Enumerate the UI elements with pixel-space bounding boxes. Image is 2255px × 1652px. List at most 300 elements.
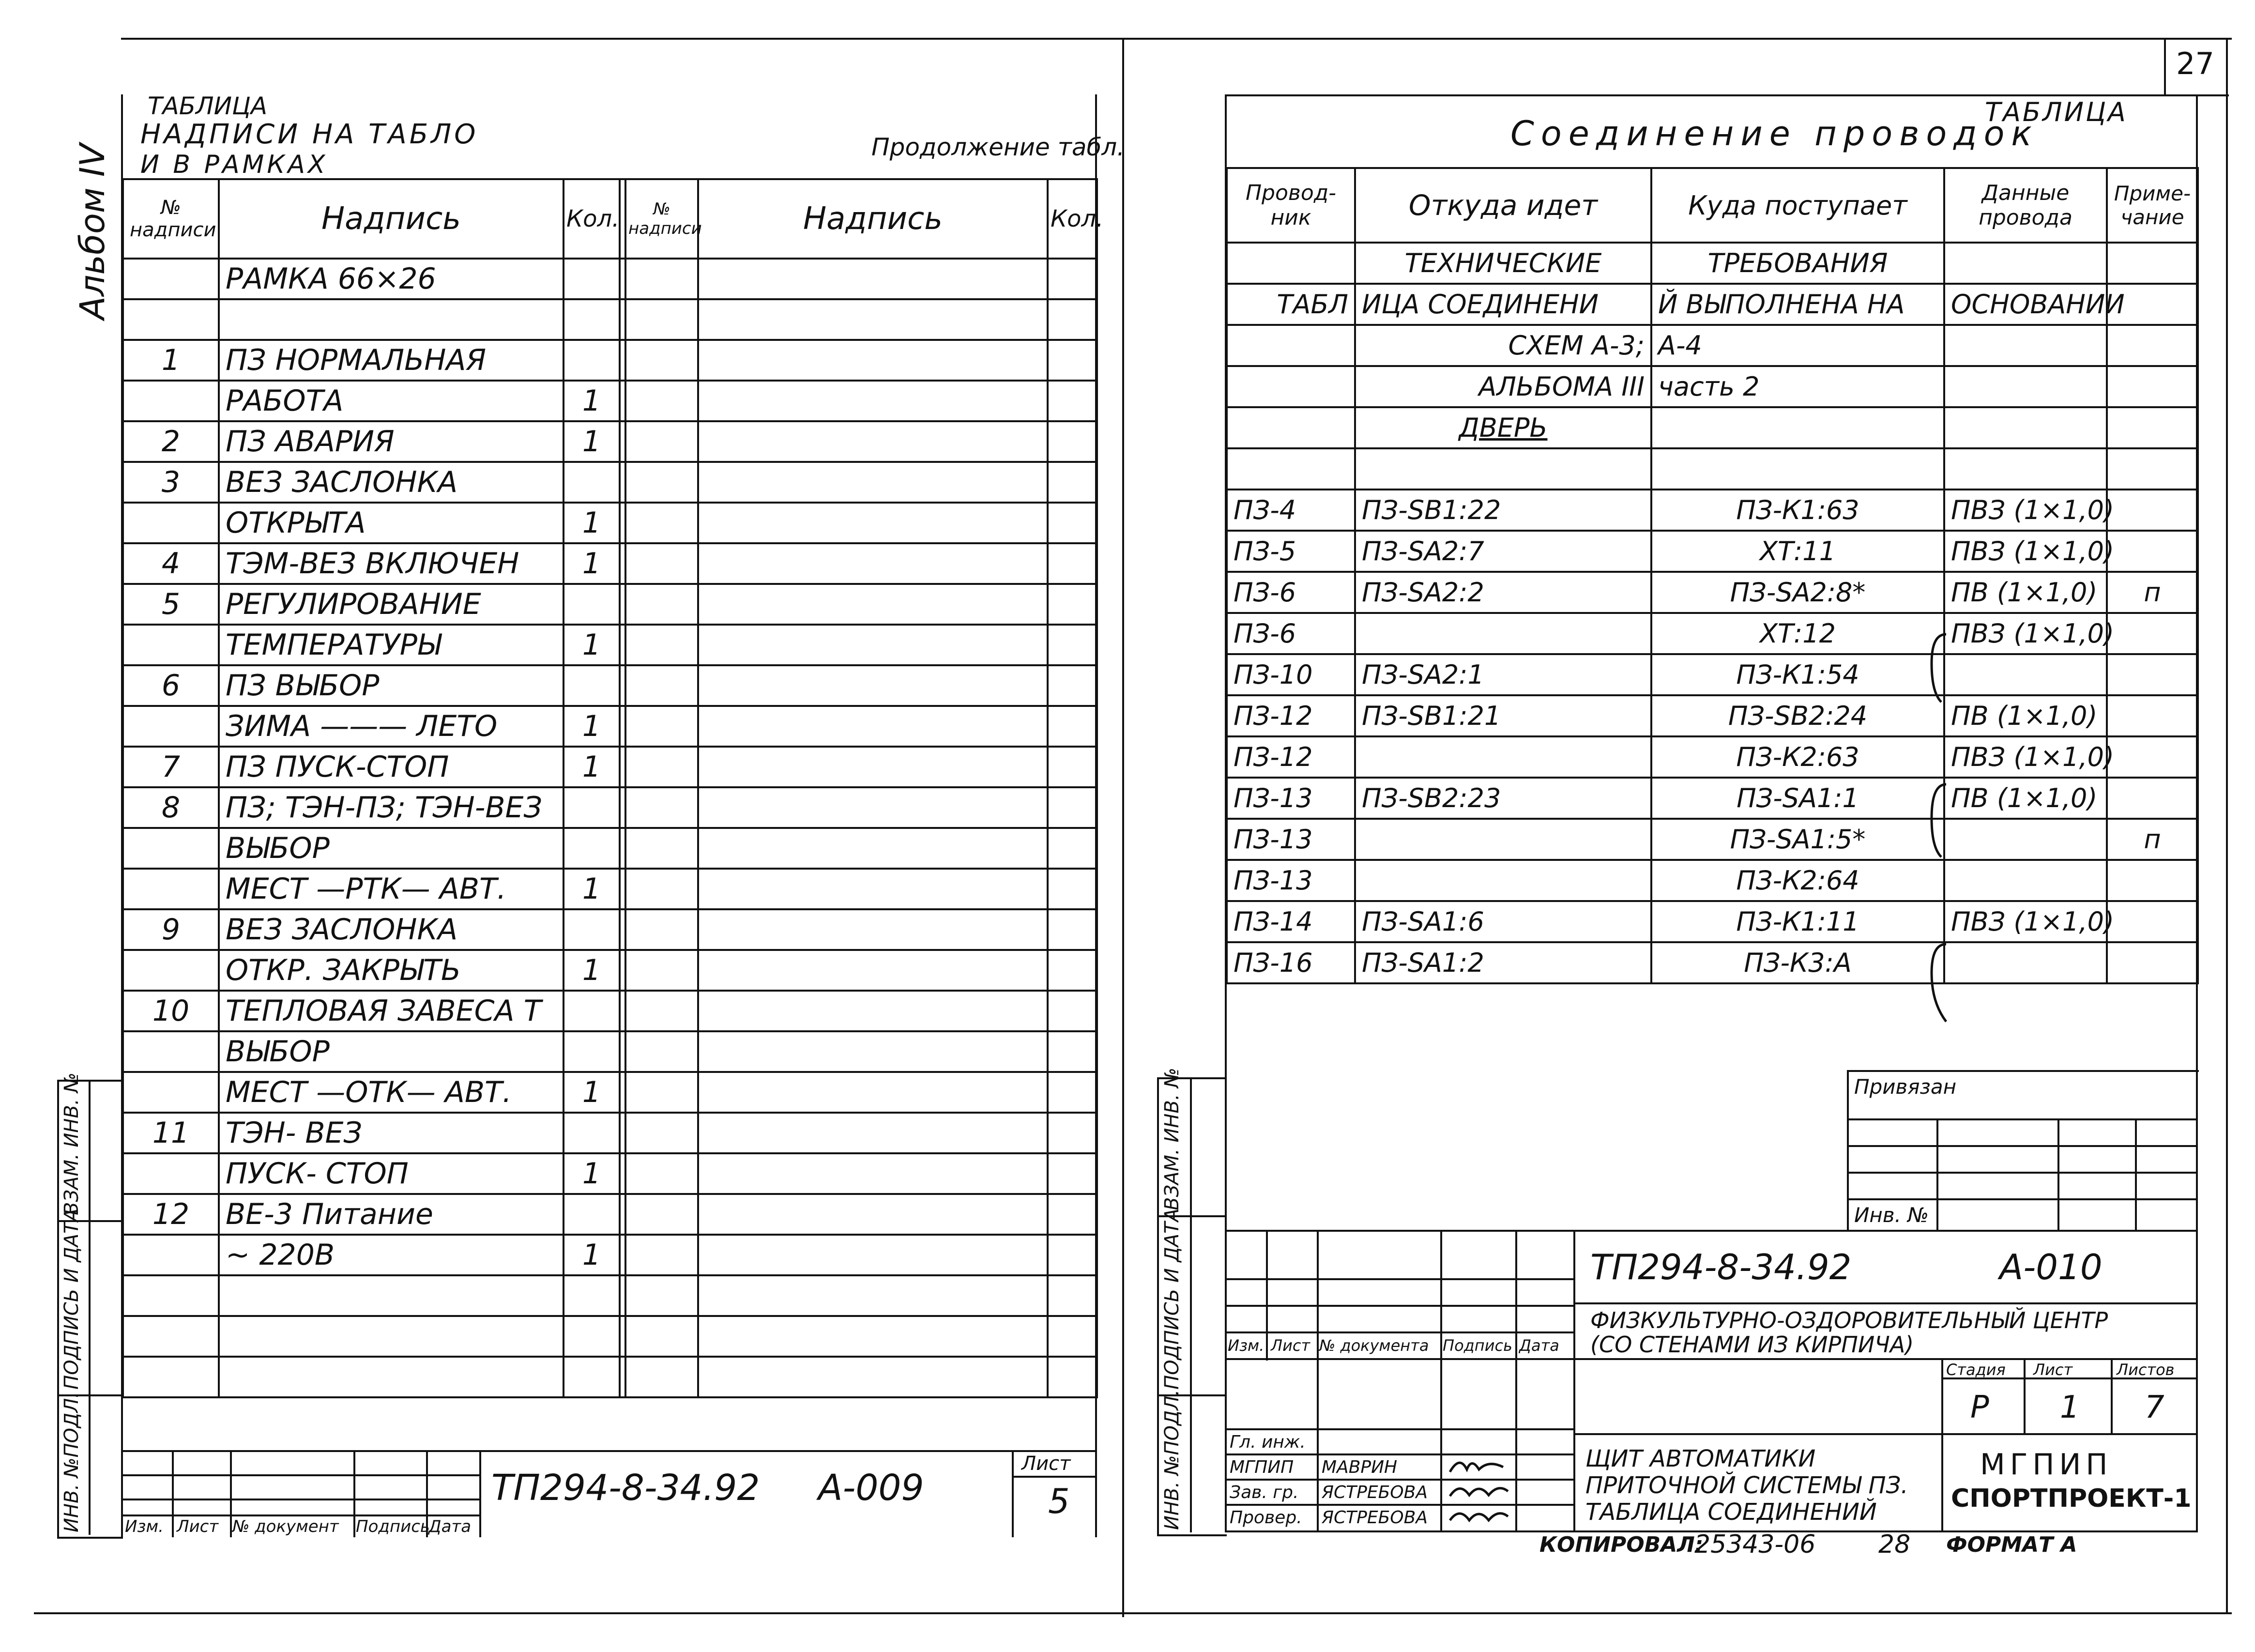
left-row-qty [564, 1275, 620, 1316]
connection-row [1227, 531, 2198, 572]
connection-row [1227, 901, 2198, 942]
left-row-gap [620, 1113, 625, 1153]
left-stamp-col-sheet: Лист [177, 1517, 219, 1536]
connection-from [1355, 819, 1651, 860]
connection-note [2107, 778, 2198, 819]
left-row-qty: 1 [564, 381, 620, 421]
connection-data: ПВЗ (1×1,0) [1944, 901, 2107, 942]
left-table-caption-2: НАДПИСИ НА ТАБЛО [140, 119, 479, 150]
connection-row [1227, 778, 2198, 819]
rs-role-2: МГПИП [1230, 1457, 1294, 1477]
left-row-gap [620, 259, 625, 299]
left-row-num-2 [625, 1316, 698, 1357]
bottom-border-line [34, 1612, 2232, 1614]
left-row-num-2 [625, 828, 698, 869]
intro-line2-b: ИЦА СОЕДИНЕНИ [1355, 284, 1651, 325]
rs-stage-label: Стадия [1946, 1361, 2006, 1379]
left-row-text-2 [698, 1153, 1048, 1194]
rs-object-2: (СО СТЕНАМИ ИЗ КИРПИЧА) [1590, 1331, 1914, 1358]
rs-role-3: Зав. гр. [1230, 1483, 1299, 1502]
bound-col-1 [1936, 1118, 1938, 1230]
bound-col-3 [2135, 1118, 2137, 1230]
left-stamp-col-sign: Подпись [356, 1517, 430, 1536]
left-row-text: ТЭМ-ВЕЗ ВКЛЮЧЕН [219, 543, 564, 584]
rs-col-3 [1440, 1230, 1442, 1531]
left-row-num: 9 [123, 909, 219, 950]
connection-row [1227, 489, 2198, 531]
left-row-text-2 [698, 462, 1048, 503]
left-row-num [123, 706, 219, 747]
left-row-qty: 1 [564, 503, 620, 543]
rs-right-row-1 [1574, 1302, 2197, 1304]
left-table-row [123, 625, 1097, 665]
left-row-qty-2 [1048, 625, 1097, 665]
rs-right-row-2 [1574, 1358, 2197, 1360]
left-row-num [123, 259, 219, 299]
left-inscriptions-table [122, 178, 1104, 1398]
intro-line1-a: ТЕХНИЧЕСКИЕ [1355, 243, 1651, 284]
left-row-gap [620, 1357, 625, 1397]
left-row-text: ПЗ ВЫБОР [219, 665, 564, 706]
left-table-caption-3: И В РАМКАХ [140, 150, 328, 179]
signature-marks [1445, 1453, 1513, 1530]
left-row-qty-2 [1048, 421, 1097, 462]
left-row-num-2 [625, 909, 698, 950]
header-note: Приме-чание [2107, 168, 2198, 243]
left-row-gap [620, 950, 625, 991]
left-row-qty [564, 828, 620, 869]
rs-title-3: ТАБЛИЦА СОЕДИНЕНИЙ [1585, 1499, 1877, 1526]
connection-data: ПВ (1×1,0) [1944, 778, 2107, 819]
left-row-qty-2 [1048, 787, 1097, 828]
left-row-num [123, 1275, 219, 1316]
connection-to: ПЗ-SA1:5* [1651, 819, 1944, 860]
left-row-qty [564, 1357, 620, 1397]
left-row-qty: 1 [564, 1072, 620, 1113]
rs-sheet-code: А-010 [1999, 1247, 2103, 1287]
left-row-num-2 [625, 1357, 698, 1397]
connection-to: ПЗ-К2:63 [1651, 736, 1944, 778]
left-row-num-2 [625, 421, 698, 462]
left-row-qty-2 [1048, 1316, 1097, 1357]
left-row-text [219, 1357, 564, 1397]
rs-sheet-label: Лист [2033, 1361, 2073, 1379]
connection-to: ПЗ-К1:63 [1651, 489, 1944, 531]
left-row-qty: 1 [564, 421, 620, 462]
left-row-text: РЕГУЛИРОВАНИЕ [219, 584, 564, 625]
bound-row-4 [1847, 1198, 2197, 1200]
connection-wire: ПЗ-13 [1227, 819, 1355, 860]
left-row-text [219, 1275, 564, 1316]
left-stamp-sheet-sep [1012, 1476, 1097, 1478]
connection-from: ПЗ-SA2:7 [1355, 531, 1651, 572]
left-row-text: ОТКРЫТА [219, 503, 564, 543]
left-stamp-col-3 [353, 1450, 355, 1537]
rs-sheets: 7 [2145, 1390, 2164, 1425]
connection-data: ПВЗ (1×1,0) [1944, 736, 2107, 778]
left-row-num-2 [625, 299, 698, 340]
left-table-row [123, 1072, 1097, 1113]
connection-from [1355, 613, 1651, 654]
left-header-gap [620, 179, 625, 259]
left-row-text-2 [698, 625, 1048, 665]
left-row-num-2 [625, 1194, 698, 1235]
connection-wire: ПЗ-4 [1227, 489, 1355, 531]
left-row-num-2 [625, 584, 698, 625]
left-row-text-2 [698, 828, 1048, 869]
rs-name-4: ЯСТРЕБОВА [1322, 1508, 1428, 1528]
left-row-qty [564, 462, 620, 503]
rs-org-2: СПОРТПРОЕКТ-1 [1951, 1484, 2192, 1513]
rs-stage: Р [1970, 1390, 1989, 1425]
left-row-gap [620, 421, 625, 462]
right-table-word: ТАБЛИЦА [1985, 97, 2128, 127]
left-row-text: ТЕПЛОВАЯ ЗАВЕСА Т [219, 991, 564, 1031]
left-table-row [123, 1031, 1097, 1072]
left-row-gap [620, 747, 625, 787]
left-table-row [123, 828, 1097, 869]
left-row-num-2 [625, 1235, 698, 1275]
left-stamp-col-2 [230, 1450, 232, 1537]
connection-row [1227, 736, 2198, 778]
connection-from: ПЗ-SA1:6 [1355, 901, 1651, 942]
right-side-strip-divider [1190, 1077, 1192, 1532]
intro-line4-b: часть 2 [1651, 366, 1944, 407]
left-row-num [123, 381, 219, 421]
left-row-num-2 [625, 1153, 698, 1194]
left-row-qty: 1 [564, 625, 620, 665]
left-row-qty [564, 909, 620, 950]
connection-note: п [2107, 819, 2198, 860]
left-row-gap [620, 665, 625, 706]
left-row-gap [620, 503, 625, 543]
connection-note [2107, 654, 2198, 695]
left-row-text-2 [698, 1072, 1048, 1113]
connection-wire: ПЗ-6 [1227, 613, 1355, 654]
left-row-text-2 [698, 259, 1048, 299]
left-row-qty: 1 [564, 706, 620, 747]
left-row-gap [620, 787, 625, 828]
left-stamp-col-6 [1012, 1450, 1014, 1537]
copied-num2: 28 [1878, 1530, 1911, 1559]
connection-note: п [2107, 572, 2198, 613]
bound-label: Привязан [1854, 1075, 1957, 1099]
connection-wire: ПЗ-13 [1227, 860, 1355, 901]
connection-row [1227, 572, 2198, 613]
right-stamp-main-sep [1573, 1230, 1575, 1531]
left-row-gap [620, 462, 625, 503]
left-row-qty [564, 1316, 620, 1357]
left-row-qty-2 [1048, 299, 1097, 340]
left-table-row [123, 787, 1097, 828]
connection-to: ПЗ-К1:11 [1651, 901, 1944, 942]
left-row-qty-2 [1048, 1072, 1097, 1113]
page-number: 27 [2176, 46, 2214, 81]
left-row-text-2 [698, 543, 1048, 584]
left-row-text: BE-3 Питание [219, 1194, 564, 1235]
left-row-num-2 [625, 950, 698, 991]
left-row-qty [564, 787, 620, 828]
left-row-num: 7 [123, 747, 219, 787]
left-row-num-2 [625, 462, 698, 503]
left-row-num: 6 [123, 665, 219, 706]
left-row-num [123, 1072, 219, 1113]
left-row-qty: 1 [564, 1153, 620, 1194]
left-row-qty-2 [1048, 1357, 1097, 1397]
rs-col-change: Изм. [1228, 1336, 1265, 1355]
left-row-qty-2 [1048, 706, 1097, 747]
left-row-qty: 1 [564, 1235, 620, 1275]
left-side-label-sign: ПОДПИСЬ И ДАТА [61, 1208, 83, 1390]
left-row-qty [564, 991, 620, 1031]
left-row-num [123, 869, 219, 909]
left-row-qty-2 [1048, 747, 1097, 787]
left-row-gap [620, 625, 625, 665]
left-row-num: 10 [123, 991, 219, 1031]
left-row-qty-2 [1048, 462, 1097, 503]
left-stamp-sheet-code: А-009 [818, 1467, 924, 1509]
left-stamp-doc-code: ТП294-8-34.92 [491, 1467, 760, 1509]
header-data: Данные провода [1944, 168, 2107, 243]
left-table-row [123, 462, 1097, 503]
connection-note [2107, 489, 2198, 531]
left-table-row [123, 991, 1097, 1031]
connection-data [1944, 819, 2107, 860]
connection-from: ПЗ-SB1:22 [1355, 489, 1651, 531]
left-table-row [123, 706, 1097, 747]
connection-to: ПЗ-SA1:1 [1651, 778, 1944, 819]
connection-data: ПВ (1×1,0) [1944, 572, 2107, 613]
left-row-num [123, 950, 219, 991]
left-table-row [123, 421, 1097, 462]
left-row-qty [564, 299, 620, 340]
rs-name-3: ЯСТРЕБОВА [1322, 1483, 1428, 1502]
left-row-gap [620, 1194, 625, 1235]
left-stamp-col-change: Изм. [125, 1517, 164, 1536]
left-row-text: МЕСТ —ОТК— АВТ. [219, 1072, 564, 1113]
rs-role-1: Гл. инж. [1230, 1432, 1306, 1452]
connection-note [2107, 736, 2198, 778]
left-row-text-2 [698, 584, 1048, 625]
left-row-text-2 [698, 1235, 1048, 1275]
left-row-qty-2 [1048, 1113, 1097, 1153]
rs-row-1 [1226, 1278, 1574, 1280]
left-row-gap [620, 543, 625, 584]
rs-right-row-4 [1574, 1433, 2197, 1435]
rs-right-col-1 [1941, 1358, 1943, 1531]
left-row-qty: 1 [564, 543, 620, 584]
left-row-text-2 [698, 869, 1048, 909]
left-row-num [123, 1357, 219, 1397]
connection-wire: ПЗ-10 [1227, 654, 1355, 695]
rs-object-1: ФИЗКУЛЬТУРНО-ОЗДОРОВИТЕЛЬНЫЙ ЦЕНТР [1590, 1307, 2108, 1333]
left-row-text: ПЗ ПУСК-СТОП [219, 747, 564, 787]
left-header-qty: Кол. [564, 179, 620, 259]
connection-note [2107, 942, 2198, 983]
intro-line1-b: ТРЕБОВАНИЯ [1651, 243, 1944, 284]
rs-doc-code: ТП294-8-34.92 [1590, 1247, 1852, 1287]
left-row-qty-2 [1048, 381, 1097, 421]
left-row-gap [620, 828, 625, 869]
left-header-qty-2: Кол. [1048, 179, 1097, 259]
left-row-qty-2 [1048, 1031, 1097, 1072]
left-row-text-2 [698, 950, 1048, 991]
left-table-row [123, 584, 1097, 625]
left-row-num-2 [625, 787, 698, 828]
inv-label: Инв. № [1854, 1203, 1929, 1227]
left-row-text: ЗИМА ——— ЛЕТО [219, 706, 564, 747]
connection-row [1227, 942, 2198, 983]
rs-row-6 [1226, 1453, 1574, 1455]
left-table-row [123, 1194, 1097, 1235]
connection-wire: ПЗ-12 [1227, 695, 1355, 736]
header-wire: Провод-ник [1227, 168, 1355, 243]
left-table-row [123, 1357, 1097, 1397]
left-table-caption-1: ТАБЛИЦА [148, 92, 268, 120]
rs-row-3 [1226, 1331, 1574, 1333]
left-row-num-2 [625, 706, 698, 747]
left-table-row [123, 747, 1097, 787]
left-row-num-2 [625, 1113, 698, 1153]
left-row-gap [620, 1153, 625, 1194]
left-row-text: ОТКР. ЗАКРЫТЬ [219, 950, 564, 991]
left-row-text-2 [698, 1275, 1048, 1316]
left-row-num-2 [625, 1072, 698, 1113]
left-row-qty-2 [1048, 1235, 1097, 1275]
left-row-num [123, 299, 219, 340]
connection-wire: ПЗ-13 [1227, 778, 1355, 819]
intro-line4-a: АЛЬБОМА III [1355, 366, 1651, 407]
left-row-gap [620, 1031, 625, 1072]
connection-from [1355, 736, 1651, 778]
left-row-num [123, 1031, 219, 1072]
left-row-text-2 [698, 665, 1048, 706]
intro-line3-b: А-4 [1651, 325, 1944, 366]
connection-row [1227, 613, 2198, 654]
connections-table [1226, 167, 2199, 984]
rs-col-doc: № документа [1319, 1336, 1429, 1355]
connection-note [2107, 613, 2198, 654]
rs-col-2 [1317, 1230, 1319, 1531]
left-row-qty-2 [1048, 950, 1097, 991]
left-row-num-2 [625, 503, 698, 543]
left-row-num-2 [625, 991, 698, 1031]
left-table-row [123, 1275, 1097, 1316]
left-row-qty-2 [1048, 503, 1097, 543]
left-header-text: Надпись [219, 179, 564, 259]
left-row-num: 4 [123, 543, 219, 584]
left-row-gap [620, 991, 625, 1031]
left-row-num-2 [625, 1031, 698, 1072]
left-row-qty-2 [1048, 340, 1097, 381]
connection-to: ХТ:12 [1651, 613, 1944, 654]
left-row-qty [564, 1113, 620, 1153]
intro-line5-a: ДВЕРЬ [1355, 407, 1651, 448]
left-row-text-2 [698, 1031, 1048, 1072]
left-header-text-2: Надпись [698, 179, 1048, 259]
left-row-gap [620, 706, 625, 747]
right-table-title: Соединение проводок [1510, 114, 2039, 153]
connection-data [1944, 654, 2107, 695]
left-row-num-2 [625, 625, 698, 665]
left-row-qty: 1 [564, 950, 620, 991]
left-row-qty-2 [1048, 1194, 1097, 1235]
rs-row-7 [1226, 1479, 1574, 1481]
left-row-qty-2 [1048, 543, 1097, 584]
left-row-text: ВЫБОР [219, 828, 564, 869]
left-table-row [123, 259, 1097, 299]
left-row-num [123, 1153, 219, 1194]
left-row-num: 5 [123, 584, 219, 625]
left-row-num-2 [625, 1275, 698, 1316]
left-table-row [123, 381, 1097, 421]
left-row-text: ~ 220В [219, 1235, 564, 1275]
left-row-text: ПЗ АВАРИЯ [219, 421, 564, 462]
connection-from: ПЗ-SA2:2 [1355, 572, 1651, 613]
right-side-label-sign: ПОДПИСЬ И ДАТА [1161, 1208, 1183, 1390]
left-header-num: № надписи [123, 179, 219, 259]
left-row-text: ПЗ НОРМАЛЬНАЯ [219, 340, 564, 381]
connection-to: ПЗ-К3:А [1651, 942, 1944, 983]
left-row-num-2 [625, 665, 698, 706]
intro-line3-a: СХЕМ А-3; [1355, 325, 1651, 366]
left-row-qty [564, 1194, 620, 1235]
right-sheet-frame-top [1225, 94, 2198, 96]
right-frame-line [2226, 39, 2228, 1612]
bound-row-1 [1847, 1118, 2197, 1120]
connection-from: ПЗ-SA1:2 [1355, 942, 1651, 983]
left-table-row [123, 340, 1097, 381]
rs-org-1: МГПИП [1980, 1448, 2113, 1482]
intro-line2-a: ТАБЛ [1227, 284, 1355, 325]
left-row-text-2 [698, 747, 1048, 787]
connection-from: ПЗ-SA2:1 [1355, 654, 1651, 695]
left-row-text-2 [698, 991, 1048, 1031]
left-table-row [123, 503, 1097, 543]
left-row-num: 11 [123, 1113, 219, 1153]
left-table-row [123, 1113, 1097, 1153]
left-row-gap [620, 381, 625, 421]
rs-row-2 [1226, 1305, 1574, 1307]
rs-row-4 [1226, 1358, 1574, 1360]
top-border-line [121, 38, 2232, 40]
connection-from: ПЗ-SB1:21 [1355, 695, 1651, 736]
connection-note [2107, 860, 2198, 901]
left-row-num [123, 503, 219, 543]
left-row-num-2 [625, 340, 698, 381]
left-row-text: РАМКА 66×26 [219, 259, 564, 299]
left-stamp-col-1 [172, 1450, 174, 1537]
connection-data: ПВ (1×1,0) [1944, 695, 2107, 736]
bound-col-2 [2057, 1118, 2059, 1230]
copied-number: 25343-06 [1694, 1530, 1816, 1559]
connection-row [1227, 654, 2198, 695]
left-row-text: ТЭН- ВЕЗ [219, 1113, 564, 1153]
connection-from: ПЗ-SB2:23 [1355, 778, 1651, 819]
left-table-row [123, 665, 1097, 706]
left-stamp-col-5 [479, 1450, 481, 1537]
connection-row [1227, 819, 2198, 860]
left-row-gap [620, 340, 625, 381]
connection-note [2107, 901, 2198, 942]
left-row-gap [620, 584, 625, 625]
connection-note [2107, 695, 2198, 736]
connection-row [1227, 860, 2198, 901]
left-stamp-col-doc: № документ [232, 1517, 339, 1536]
left-row-text-2 [698, 706, 1048, 747]
connection-wire: ПЗ-14 [1227, 901, 1355, 942]
left-row-num: 8 [123, 787, 219, 828]
